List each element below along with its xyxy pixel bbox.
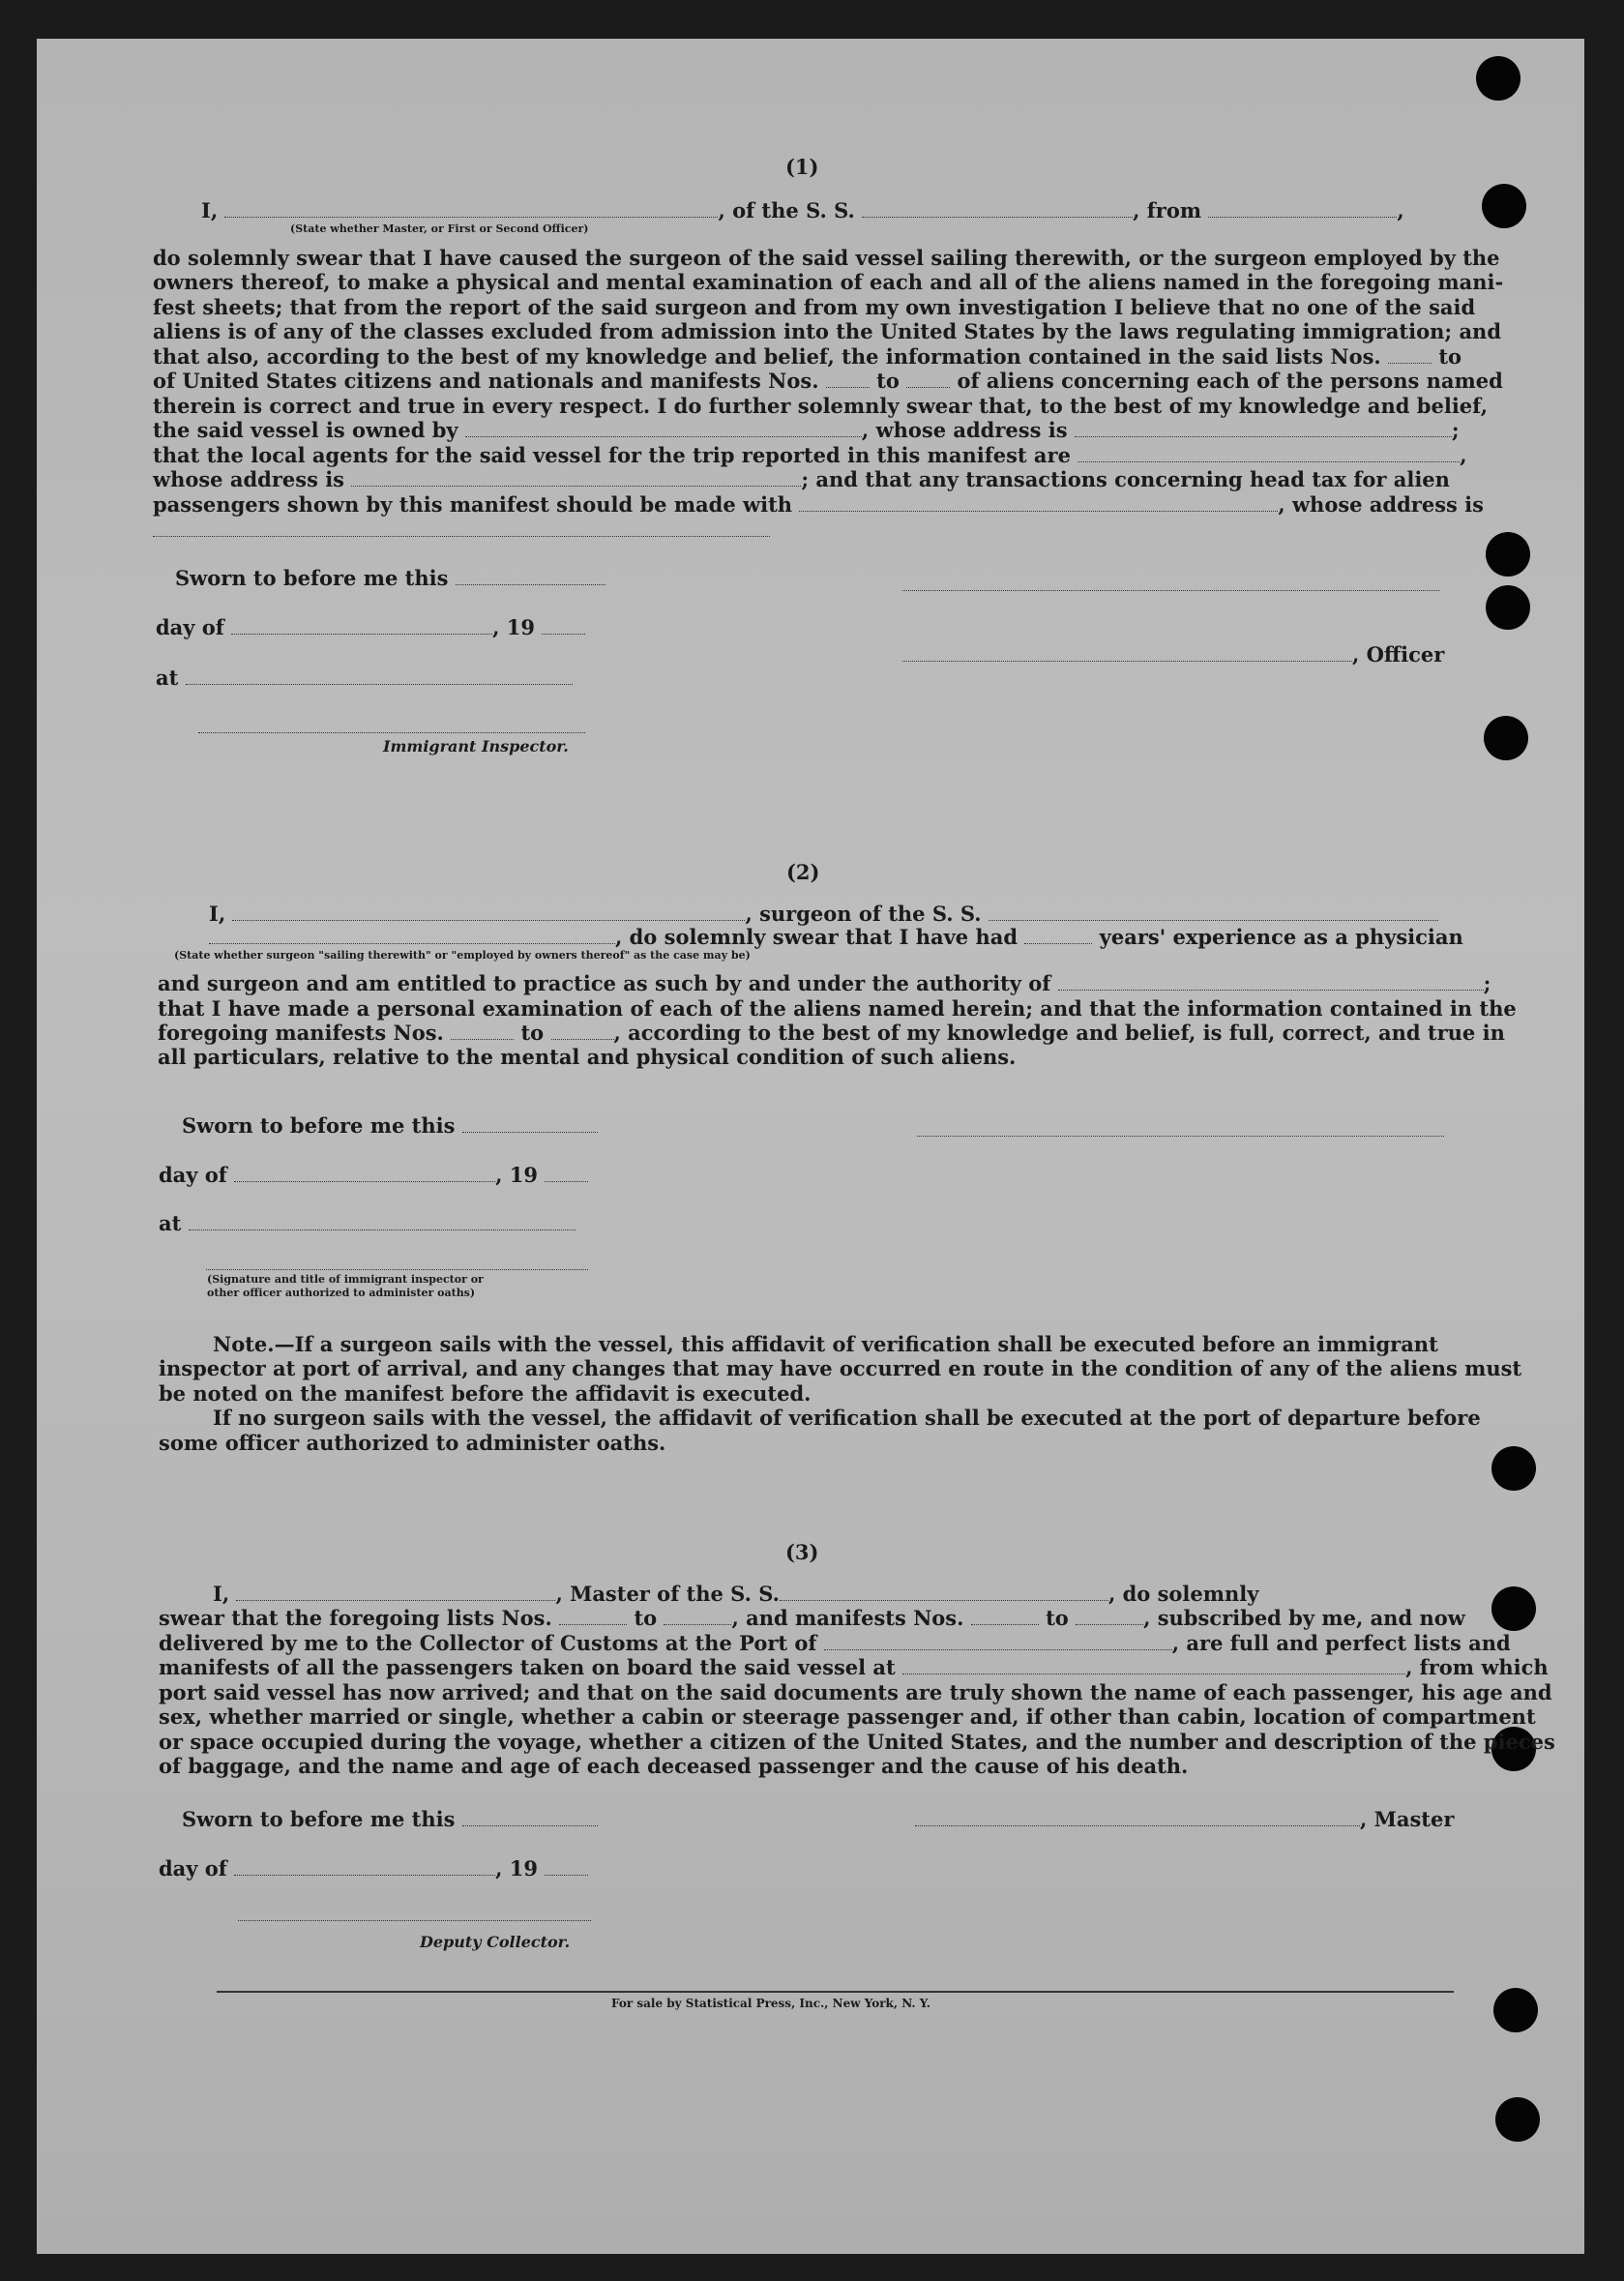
- sec2-line-6: all particulars, relative to the mental and physical condition of such aliens.: [158, 1045, 1017, 1069]
- sec3-deputy-label: Deputy Collector.: [420, 1933, 571, 1951]
- sec1-line-2: do solemnly swear that I have caused the surgeon of the said vessel sailing therewith, or the surgeon employed by the: [153, 246, 1500, 270]
- sec1-line-8: therein is correct and true in every respect. I do further solemnly swear that, to the best of my knowledge and belief,: [153, 394, 1489, 418]
- footer-rule: [217, 1991, 1454, 1993]
- sec1-officer: , Officer: [902, 643, 1444, 667]
- sec3-line-4: manifests of all the passengers taken on board the said vessel at , from which: [159, 1655, 1549, 1679]
- binder-hole-2: [1482, 184, 1526, 228]
- sec1-line-6: that also, according to the best of my knowledge and belief, the information contained in the said lists Nos. to: [153, 344, 1462, 369]
- binder-hole-4: [1486, 585, 1530, 630]
- sec1-line-11: whose address is ; and that any transactions concerning head tax for alien: [153, 467, 1450, 491]
- section-3-number: (3): [785, 1540, 819, 1564]
- sec3-line-1: I, , Master of the S. S. , do solemnly: [213, 1582, 1259, 1606]
- manifest-page: [37, 39, 1584, 2254]
- sec3-sworn: Sworn to before me this: [182, 1808, 598, 1831]
- sec2-sworn: Sworn to before me this: [182, 1114, 598, 1138]
- binder-hole-3: [1486, 532, 1530, 577]
- sec2-note-line-5: some officer authorized to administer oaths.: [159, 1431, 666, 1455]
- sec2-surgeon-note: (State whether surgeon "sailing therewith" or "employed by owners thereof" as the case may be): [174, 949, 751, 962]
- sec1-line-12: passengers shown by this manifest should be made with , whose address is: [153, 492, 1484, 517]
- sec2-at: at: [159, 1212, 576, 1235]
- sec2-line-2: , do solemnly swear that I have had years' experience as a physician: [209, 926, 1463, 949]
- binder-hole-10: [1495, 2097, 1540, 2142]
- sec2-line-1: I, , surgeon of the S. S.: [209, 903, 1438, 926]
- sec2-dayof: day of , 19: [159, 1164, 588, 1187]
- binder-hole-6: [1491, 1446, 1536, 1491]
- sec3-line-2: swear that the foregoing lists Nos. to , and manifests Nos. to , subscribed by me, and now: [159, 1606, 1465, 1630]
- sec2-note-line-4: If no surgeon sails with the vessel, the affidavit of verification shall be executed at the port of departure before: [213, 1406, 1481, 1430]
- sec1-at: at: [156, 667, 573, 690]
- sec1-line-4: fest sheets; that from the report of the said surgeon and from my own investigation I believe that no one of the said: [153, 295, 1476, 319]
- sec2-inspector-signature-line: [206, 1269, 588, 1270]
- footer-printer-note: For sale by Statistical Press, Inc., New York, N. Y.: [611, 1997, 930, 2010]
- binder-hole-7: [1491, 1586, 1536, 1631]
- sec2-note-line-3: be noted on the manifest before the affidavit is executed.: [159, 1381, 812, 1406]
- sec2-signature-line: [917, 1136, 1444, 1137]
- sec1-line-9: the said vessel is owned by , whose address is ;: [153, 418, 1460, 442]
- sec2-note-line-2: inspector at port of arrival, and any changes that may have occurred en route in the condition of any of the aliens must: [159, 1356, 1522, 1380]
- sec1-line-10: that the local agents for the said vessel for the trip reported in this manifest are ,: [153, 443, 1467, 467]
- sec1-officer-signature-line: [902, 590, 1439, 591]
- sec1-line-5: aliens is of any of the classes excluded from admission into the United States by the laws regulating immigration; and: [153, 319, 1502, 343]
- sec3-line-7: or space occupied during the voyage, whether a citizen of the United States, and the number and description of the pieces: [159, 1730, 1555, 1754]
- sec1-line-1: I, , of the S. S. , from ,: [201, 198, 1404, 222]
- sec3-dayof: day of , 19: [159, 1857, 588, 1881]
- sec3-master: , Master: [915, 1808, 1454, 1831]
- sec2-line-4: that I have made a personal examination of each of the aliens named herein; and that the information contained in the: [158, 996, 1517, 1021]
- sec1-inspector-signature-line: [198, 732, 585, 733]
- sec1-extra-line: [153, 536, 770, 537]
- sec3-deputy-signature-line: [238, 1920, 591, 1921]
- sec1-line-7: of United States citizens and nationals and manifests Nos. to of aliens concerning each of the persons named: [153, 369, 1503, 393]
- section-1-number: (1): [785, 155, 819, 179]
- sec1-line-3: owners thereof, to make a physical and mental examination of each and all of the aliens named in the foregoing mani-: [153, 270, 1504, 294]
- sec1-dayof: day of , 19: [156, 616, 585, 639]
- sec1-inspector-label: Immigrant Inspector.: [383, 737, 569, 755]
- sec1-sworn: Sworn to before me this: [175, 567, 605, 590]
- sec2-line-5: foregoing manifests Nos. to , according to the best of my knowledge and belief, is full, correct, and true in: [158, 1021, 1505, 1045]
- sec3-line-6: sex, whether married or single, whether a cabin or steerage passenger and, if other than cabin, location of compartment: [159, 1704, 1536, 1729]
- sec3-line-5: port said vessel has now arrived; and that on the said documents are truly shown the name of each passenger, his age and: [159, 1680, 1552, 1704]
- bleed-through-text: [230, 116, 243, 140]
- binder-hole-9: [1493, 1988, 1538, 2032]
- sec2-signature-caption-2: other officer authorized to administer oaths): [207, 1287, 476, 1299]
- sec2-signature-caption-1: (Signature and title of immigrant inspector or: [207, 1273, 484, 1286]
- binder-hole-5: [1484, 716, 1528, 760]
- sec2-line-3: and surgeon and am entitled to practice as such by and under the authority of ;: [158, 971, 1491, 995]
- binder-hole-1: [1476, 56, 1521, 101]
- sec3-line-8: of baggage, and the name and age of each deceased passenger and the cause of his death.: [159, 1754, 1189, 1778]
- sec2-note-line-1: Note.—If a surgeon sails with the vessel, this affidavit of verification shall be executed before an immigrant: [213, 1332, 1438, 1356]
- sec1-officer-note: (State whether Master, or First or Second Officer): [290, 222, 589, 235]
- sec3-line-3: delivered by me to the Collector of Customs at the Port of , are full and perfect lists and: [159, 1631, 1511, 1655]
- section-2-number: (2): [786, 860, 820, 884]
